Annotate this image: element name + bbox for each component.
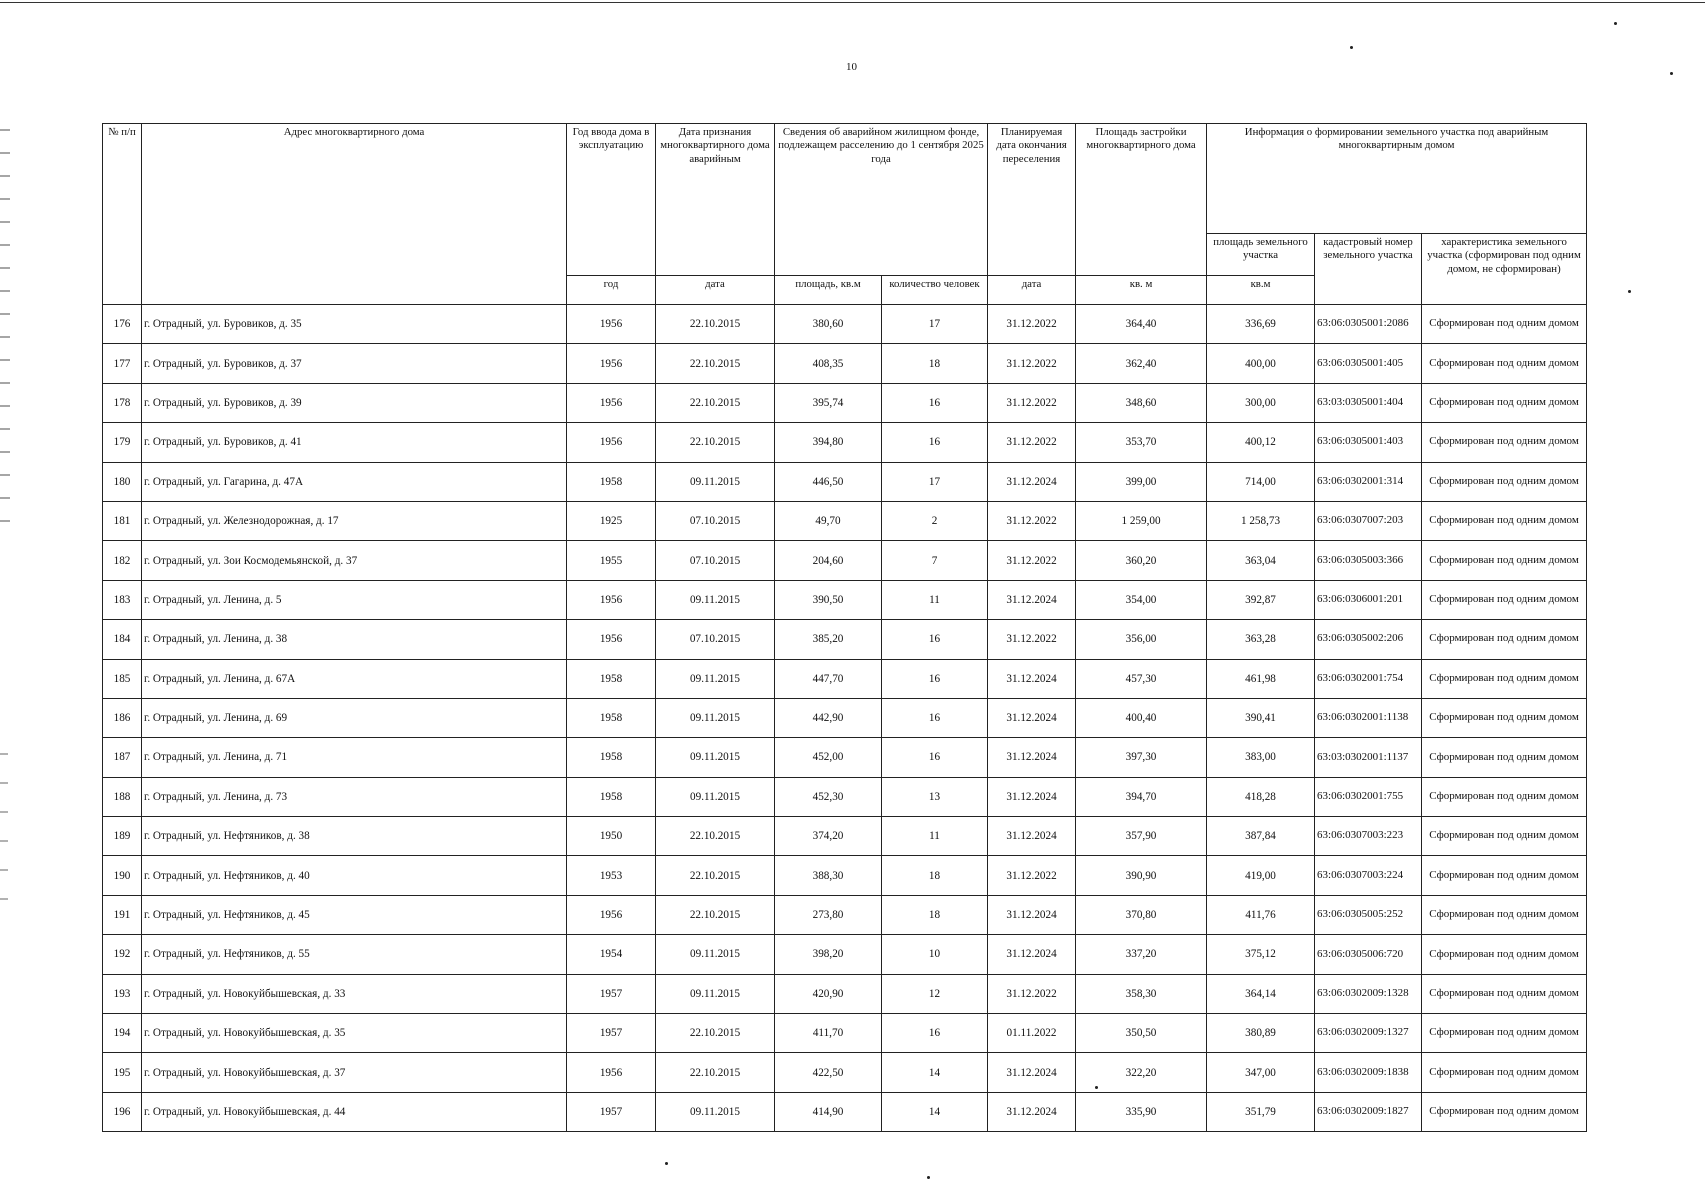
unit-people: количество человек [882,276,988,305]
cadastral-number-cell: 63:06:0302009:1327 [1315,1014,1422,1053]
unit-date: дата [656,276,775,305]
land-area-cell: 336,69 [1207,305,1315,344]
characteristic-cell: Сформирован под одним домом [1422,817,1587,856]
cadastral-number-cell: 63:06:0302009:1328 [1315,974,1422,1013]
address-cell: г. Отрадный, ул. Ленина, д. 38 [142,620,567,659]
building-area-cell: 390,90 [1076,856,1207,895]
recognition-date-cell: 22.10.2015 [656,895,775,934]
address-cell: г. Отрадный, ул. Ленина, д. 73 [142,777,567,816]
address-cell: г. Отрадный, ул. Буровиков, д. 41 [142,423,567,462]
scan-speck [1614,22,1617,25]
cadastral-number-cell: 63:06:0305003:366 [1315,541,1422,580]
recognition-date-cell: 07.10.2015 [656,620,775,659]
characteristic-cell: Сформирован под одним домом [1422,462,1587,501]
housing-area-cell: 446,50 [775,462,882,501]
table-row [103,462,1587,501]
cadastral-number-cell: 63:06:0305001:403 [1315,423,1422,462]
row-number: 194 [103,1014,142,1053]
row-number: 179 [103,423,142,462]
people-count-cell: 10 [882,935,988,974]
housing-area-cell: 420,90 [775,974,882,1013]
year-cell: 1950 [567,817,656,856]
planned-date-cell: 31.12.2024 [988,817,1076,856]
year-cell: 1956 [567,895,656,934]
planned-date-cell: 31.12.2022 [988,344,1076,383]
characteristic-cell: Сформирован под одним домом [1422,856,1587,895]
address-cell: г. Отрадный, ул. Гагарина, д. 47А [142,462,567,501]
table-row [103,305,1587,344]
cadastral-number-cell: 63:06:0302001:314 [1315,462,1422,501]
cadastral-number-cell: 63:03:0302001:1137 [1315,738,1422,777]
characteristic-cell: Сформирован под одним домом [1422,305,1587,344]
address-cell: г. Отрадный, ул. Буровиков, д. 39 [142,383,567,422]
year-cell: 1956 [567,305,656,344]
recognition-date-cell: 07.10.2015 [656,501,775,540]
people-count-cell: 17 [882,305,988,344]
characteristic-cell: Сформирован под одним домом [1422,423,1587,462]
characteristic-cell: Сформирован под одним домом [1422,501,1587,540]
row-number: 192 [103,935,142,974]
housing-area-cell: 442,90 [775,698,882,737]
planned-date-cell: 31.12.2022 [988,541,1076,580]
address-cell: г. Отрадный, ул. Зои Космодемьянской, д. 37 [142,541,567,580]
building-area-cell: 358,30 [1076,974,1207,1013]
cadastral-number-cell: 63:06:0307003:224 [1315,856,1422,895]
land-area-cell: 300,00 [1207,383,1315,422]
recognition-date-cell: 22.10.2015 [656,856,775,895]
scan-speck [1628,290,1631,293]
address-cell: г. Отрадный, ул. Нефтяников, д. 38 [142,817,567,856]
building-area-cell: 357,90 [1076,817,1207,856]
cadastral-number-cell: 63:06:0302009:1827 [1315,1092,1422,1131]
people-count-cell: 12 [882,974,988,1013]
row-number: 187 [103,738,142,777]
building-area-cell: 360,20 [1076,541,1207,580]
address-cell: г. Отрадный, ул. Новокуйбышевская, д. 37 [142,1053,567,1092]
housing-area-cell: 385,20 [775,620,882,659]
people-count-cell: 13 [882,777,988,816]
year-cell: 1954 [567,935,656,974]
building-area-cell: 356,00 [1076,620,1207,659]
land-area-cell: 351,79 [1207,1092,1315,1131]
people-count-cell: 16 [882,383,988,422]
emergency-housing-table [102,123,1587,1132]
address-cell: г. Отрадный, ул. Нефтяников, д. 45 [142,895,567,934]
recognition-date-cell: 22.10.2015 [656,817,775,856]
planned-date-cell: 31.12.2022 [988,305,1076,344]
planned-date-cell: 31.12.2024 [988,935,1076,974]
characteristic-cell: Сформирован под одним домом [1422,620,1587,659]
housing-area-cell: 49,70 [775,501,882,540]
year-cell: 1956 [567,423,656,462]
housing-area-cell: 398,20 [775,935,882,974]
table-row [103,344,1587,383]
scan-speck [927,1176,930,1179]
planned-date-cell: 31.12.2022 [988,423,1076,462]
header-year: Год ввода дома в эксплуатацию [567,124,656,276]
address-cell: г. Отрадный, ул. Новокуйбышевская, д. 44 [142,1092,567,1131]
characteristic-cell: Сформирован под одним домом [1422,383,1587,422]
land-area-cell: 347,00 [1207,1053,1315,1092]
cadastral-number-cell: 63:06:0305006:720 [1315,935,1422,974]
land-area-cell: 375,12 [1207,935,1315,974]
header-building-area: Площадь застройки многоквартирного дома [1076,124,1207,276]
housing-area-cell: 388,30 [775,856,882,895]
planned-date-cell: 31.12.2024 [988,777,1076,816]
building-area-cell: 322,20 [1076,1053,1207,1092]
unit-land-sqm: кв.м [1207,276,1315,305]
cadastral-number-cell: 63:06:0307007:203 [1315,501,1422,540]
planned-date-cell: 31.12.2024 [988,580,1076,619]
year-cell: 1958 [567,698,656,737]
people-count-cell: 2 [882,501,988,540]
recognition-date-cell: 09.11.2015 [656,935,775,974]
characteristic-cell: Сформирован под одним домом [1422,974,1587,1013]
year-cell: 1958 [567,659,656,698]
planned-date-cell: 31.12.2024 [988,659,1076,698]
characteristic-cell: Сформирован под одним домом [1422,1092,1587,1131]
row-number: 177 [103,344,142,383]
people-count-cell: 16 [882,738,988,777]
year-cell: 1925 [567,501,656,540]
recognition-date-cell: 22.10.2015 [656,383,775,422]
row-number: 188 [103,777,142,816]
planned-date-cell: 31.12.2024 [988,738,1076,777]
table-row [103,856,1587,895]
housing-area-cell: 273,80 [775,895,882,934]
recognition-date-cell: 22.10.2015 [656,1053,775,1092]
housing-area-cell: 422,50 [775,1053,882,1092]
cadastral-number-cell: 63:06:0302009:1838 [1315,1053,1422,1092]
year-cell: 1957 [567,974,656,1013]
table-row [103,698,1587,737]
recognition-date-cell: 07.10.2015 [656,541,775,580]
housing-area-cell: 408,35 [775,344,882,383]
row-number: 190 [103,856,142,895]
people-count-cell: 16 [882,423,988,462]
housing-area-cell: 452,00 [775,738,882,777]
recognition-date-cell: 09.11.2015 [656,738,775,777]
table-row [103,738,1587,777]
unit-area: площадь, кв.м [775,276,882,305]
cadastral-number-cell: 63:06:0305001:2086 [1315,305,1422,344]
housing-area-cell: 374,20 [775,817,882,856]
characteristic-cell: Сформирован под одним домом [1422,1053,1587,1092]
cadastral-number-cell: 63:06:0302001:755 [1315,777,1422,816]
scan-speck [1350,46,1353,49]
year-cell: 1958 [567,738,656,777]
building-area-cell: 348,60 [1076,383,1207,422]
planned-date-cell: 31.12.2024 [988,1092,1076,1131]
cadastral-number-cell: 63:06:0307003:223 [1315,817,1422,856]
table-row [103,974,1587,1013]
land-area-cell: 380,89 [1207,1014,1315,1053]
table-body [103,305,1587,1132]
header-housing-group: Сведения об аварийном жилищном фонде, подлежащем расселению до 1 сентября 2025 года [775,124,988,276]
planned-date-cell: 31.12.2022 [988,856,1076,895]
address-cell: г. Отрадный, ул. Буровиков, д. 35 [142,305,567,344]
year-cell: 1953 [567,856,656,895]
recognition-date-cell: 09.11.2015 [656,659,775,698]
planned-date-cell: 31.12.2022 [988,620,1076,659]
characteristic-cell: Сформирован под одним домом [1422,580,1587,619]
unit-year: год [567,276,656,305]
address-cell: г. Отрадный, ул. Железнодорожная, д. 17 [142,501,567,540]
table-row [103,580,1587,619]
land-area-cell: 461,98 [1207,659,1315,698]
people-count-cell: 18 [882,895,988,934]
year-cell: 1958 [567,777,656,816]
land-area-cell: 419,00 [1207,856,1315,895]
housing-area-cell: 390,50 [775,580,882,619]
scan-speck [665,1162,668,1165]
characteristic-cell: Сформирован под одним домом [1422,777,1587,816]
recognition-date-cell: 22.10.2015 [656,305,775,344]
land-area-cell: 411,76 [1207,895,1315,934]
header-recognition-date: Дата признания многоквартирного дома аварийным [656,124,775,276]
people-count-cell: 16 [882,698,988,737]
characteristic-cell: Сформирован под одним домом [1422,1014,1587,1053]
unit-building-sqm: кв. м [1076,276,1207,305]
housing-area-cell: 380,60 [775,305,882,344]
table-row [103,620,1587,659]
top-border-line [0,2,1705,3]
table-row [103,659,1587,698]
planned-date-cell: 31.12.2022 [988,501,1076,540]
people-count-cell: 18 [882,856,988,895]
planned-date-cell: 31.12.2022 [988,383,1076,422]
table-row [103,777,1587,816]
page-number: 10 [846,61,857,73]
planned-date-cell: 01.11.2022 [988,1014,1076,1053]
building-area-cell: 400,40 [1076,698,1207,737]
year-cell: 1958 [567,462,656,501]
people-count-cell: 17 [882,462,988,501]
header-cadastral: кадастровый номер земельного участка [1315,234,1422,305]
header-address: Адрес многоквартирного дома [142,124,567,305]
row-number: 189 [103,817,142,856]
address-cell: г. Отрадный, ул. Нефтяников, д. 40 [142,856,567,895]
cadastral-number-cell: 63:06:0305005:252 [1315,895,1422,934]
planned-date-cell: 31.12.2024 [988,1053,1076,1092]
building-area-cell: 394,70 [1076,777,1207,816]
table-row [103,541,1587,580]
people-count-cell: 14 [882,1053,988,1092]
row-number: 178 [103,383,142,422]
planned-date-cell: 31.12.2024 [988,895,1076,934]
cadastral-number-cell: 63:06:0305001:405 [1315,344,1422,383]
table-row [103,1053,1587,1092]
people-count-cell: 14 [882,1092,988,1131]
land-area-cell: 714,00 [1207,462,1315,501]
recognition-date-cell: 22.10.2015 [656,344,775,383]
cadastral-number-cell: 63:03:0305001:404 [1315,383,1422,422]
recognition-date-cell: 22.10.2015 [656,423,775,462]
year-cell: 1955 [567,541,656,580]
people-count-cell: 18 [882,344,988,383]
building-area-cell: 397,30 [1076,738,1207,777]
housing-area-cell: 452,30 [775,777,882,816]
characteristic-cell: Сформирован под одним домом [1422,738,1587,777]
header-land-area: площадь земельного участка [1207,234,1315,276]
housing-area-cell: 395,74 [775,383,882,422]
year-cell: 1956 [567,620,656,659]
building-area-cell: 370,80 [1076,895,1207,934]
people-count-cell: 16 [882,1014,988,1053]
land-area-cell: 1 258,73 [1207,501,1315,540]
people-count-cell: 16 [882,659,988,698]
table-header [103,124,1587,305]
row-number: 195 [103,1053,142,1092]
cadastral-number-cell: 63:06:0302001:754 [1315,659,1422,698]
cadastral-number-cell: 63:06:0306001:201 [1315,580,1422,619]
table-row [103,1092,1587,1131]
row-number: 191 [103,895,142,934]
recognition-date-cell: 09.11.2015 [656,1092,775,1131]
row-number: 184 [103,620,142,659]
planned-date-cell: 31.12.2024 [988,462,1076,501]
recognition-date-cell: 09.11.2015 [656,777,775,816]
land-area-cell: 392,87 [1207,580,1315,619]
unit-planned-date: дата [988,276,1076,305]
table-row [103,935,1587,974]
scan-edge-artifact [0,120,10,540]
land-area-cell: 400,12 [1207,423,1315,462]
year-cell: 1957 [567,1014,656,1053]
recognition-date-cell: 22.10.2015 [656,1014,775,1053]
recognition-date-cell: 09.11.2015 [656,462,775,501]
building-area-cell: 1 259,00 [1076,501,1207,540]
scan-edge-artifact [0,740,8,920]
row-number: 183 [103,580,142,619]
row-number: 186 [103,698,142,737]
land-area-cell: 364,14 [1207,974,1315,1013]
building-area-cell: 350,50 [1076,1014,1207,1053]
housing-area-cell: 447,70 [775,659,882,698]
housing-area-cell: 414,90 [775,1092,882,1131]
recognition-date-cell: 09.11.2015 [656,580,775,619]
row-number: 193 [103,974,142,1013]
people-count-cell: 11 [882,817,988,856]
year-cell: 1956 [567,1053,656,1092]
building-area-cell: 354,00 [1076,580,1207,619]
table-row [103,817,1587,856]
table-row [103,1014,1587,1053]
building-area-cell: 335,90 [1076,1092,1207,1131]
table-row [103,383,1587,422]
header-land-group: Информация о формировании земельного участка под аварийным многоквартирным домом [1207,124,1587,234]
address-cell: г. Отрадный, ул. Ленина, д. 69 [142,698,567,737]
row-number: 182 [103,541,142,580]
table-row [103,423,1587,462]
year-cell: 1956 [567,580,656,619]
building-area-cell: 337,20 [1076,935,1207,974]
row-number: 176 [103,305,142,344]
building-area-cell: 457,30 [1076,659,1207,698]
people-count-cell: 16 [882,620,988,659]
row-number: 181 [103,501,142,540]
housing-area-cell: 204,60 [775,541,882,580]
address-cell: г. Отрадный, ул. Новокуйбышевская, д. 33 [142,974,567,1013]
characteristic-cell: Сформирован под одним домом [1422,935,1587,974]
land-area-cell: 387,84 [1207,817,1315,856]
land-area-cell: 383,00 [1207,738,1315,777]
header-characteristic: характеристика земельного участка (сформирован под одним домом, не сформирован) [1422,234,1587,305]
planned-date-cell: 31.12.2022 [988,974,1076,1013]
land-area-cell: 418,28 [1207,777,1315,816]
land-area-cell: 363,28 [1207,620,1315,659]
characteristic-cell: Сформирован под одним домом [1422,541,1587,580]
year-cell: 1956 [567,383,656,422]
header-planned-date: Планируемая дата окончания переселения [988,124,1076,276]
year-cell: 1957 [567,1092,656,1131]
cadastral-number-cell: 63:06:0305002:206 [1315,620,1422,659]
building-area-cell: 364,40 [1076,305,1207,344]
land-area-cell: 400,00 [1207,344,1315,383]
people-count-cell: 11 [882,580,988,619]
header-number: № п/п [103,124,142,305]
characteristic-cell: Сформирован под одним домом [1422,659,1587,698]
land-area-cell: 390,41 [1207,698,1315,737]
building-area-cell: 362,40 [1076,344,1207,383]
address-cell: г. Отрадный, ул. Буровиков, д. 37 [142,344,567,383]
scan-speck [1670,72,1673,75]
row-number: 185 [103,659,142,698]
table-row [103,895,1587,934]
row-number: 196 [103,1092,142,1131]
planned-date-cell: 31.12.2024 [988,698,1076,737]
cadastral-number-cell: 63:06:0302001:1138 [1315,698,1422,737]
address-cell: г. Отрадный, ул. Ленина, д. 5 [142,580,567,619]
recognition-date-cell: 09.11.2015 [656,974,775,1013]
characteristic-cell: Сформирован под одним домом [1422,698,1587,737]
address-cell: г. Отрадный, ул. Ленина, д. 67А [142,659,567,698]
land-area-cell: 363,04 [1207,541,1315,580]
address-cell: г. Отрадный, ул. Нефтяников, д. 55 [142,935,567,974]
housing-area-cell: 411,70 [775,1014,882,1053]
housing-area-cell: 394,80 [775,423,882,462]
address-cell: г. Отрадный, ул. Ленина, д. 71 [142,738,567,777]
people-count-cell: 7 [882,541,988,580]
characteristic-cell: Сформирован под одним домом [1422,344,1587,383]
row-number: 180 [103,462,142,501]
building-area-cell: 399,00 [1076,462,1207,501]
year-cell: 1956 [567,344,656,383]
address-cell: г. Отрадный, ул. Новокуйбышевская, д. 35 [142,1014,567,1053]
table-row [103,501,1587,540]
recognition-date-cell: 09.11.2015 [656,698,775,737]
building-area-cell: 353,70 [1076,423,1207,462]
characteristic-cell: Сформирован под одним домом [1422,895,1587,934]
